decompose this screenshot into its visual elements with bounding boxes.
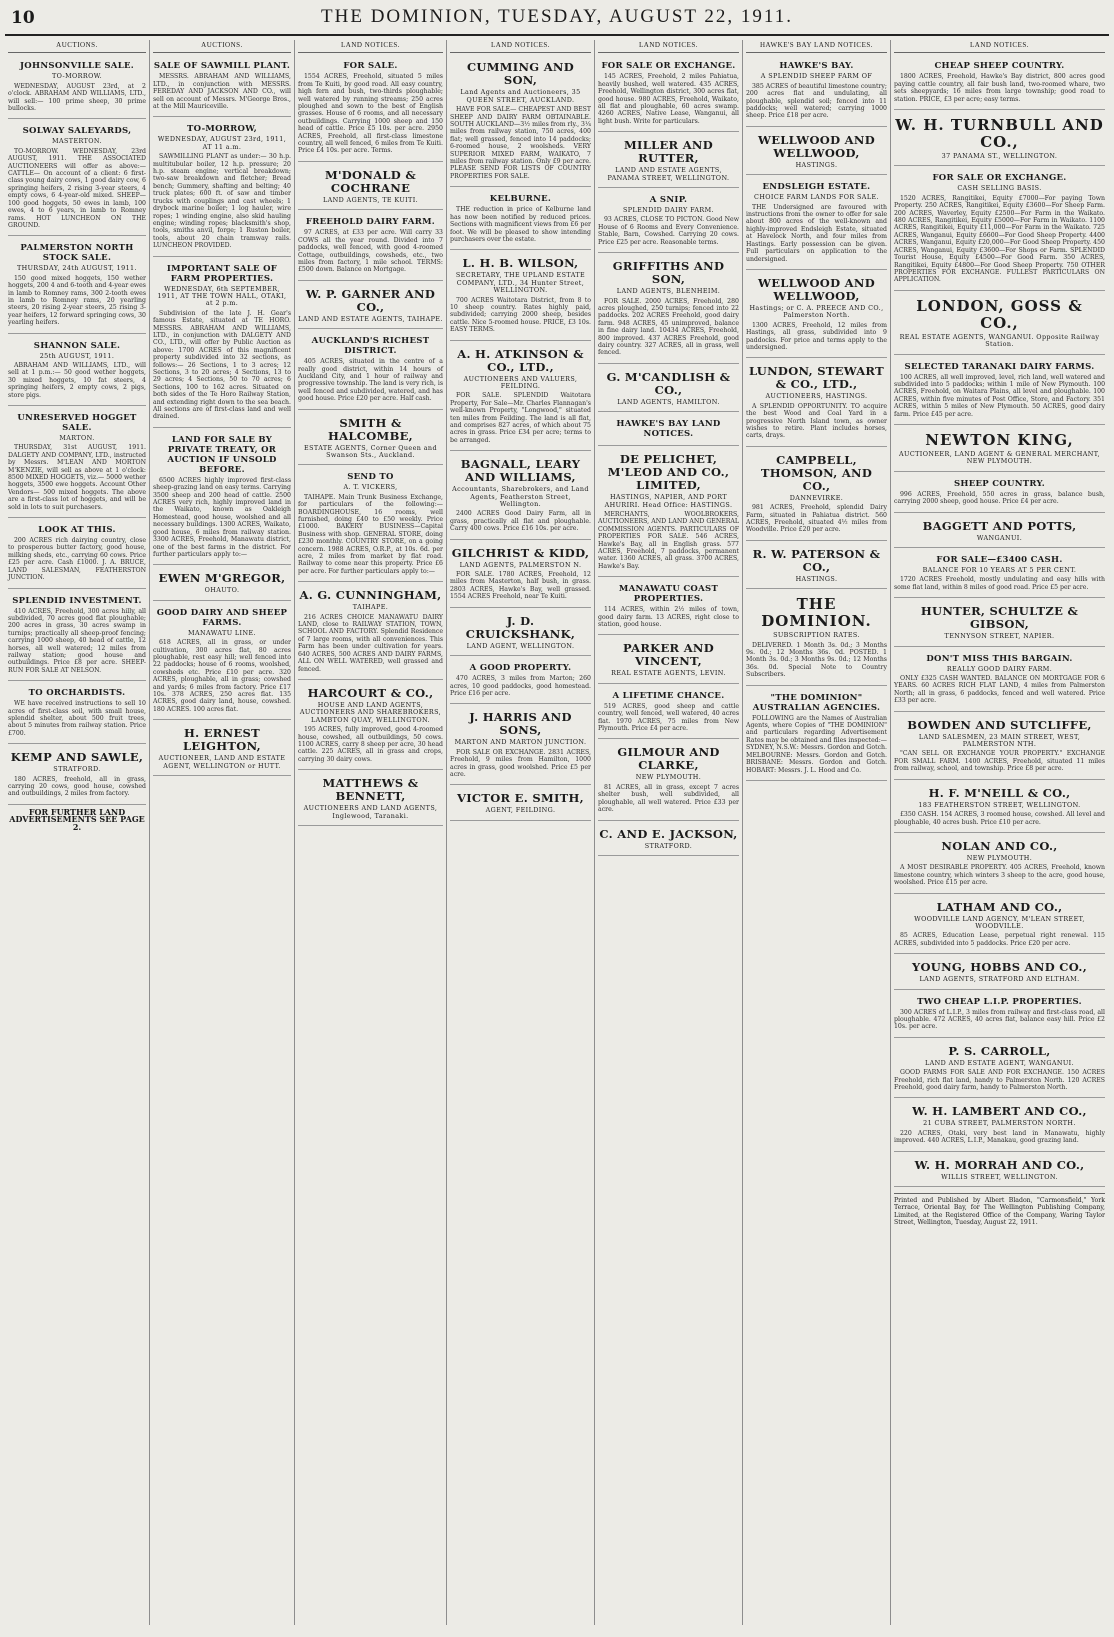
ad-heading: MANAWATU COAST PROPERTIES.	[618, 584, 719, 605]
ad-body: HAVE FOR SALE— CHEAPEST AND BEST SHEEP AND DAIRY FARM OBTAINABLE. SOUTH AUCKLAND—3½ miles from rly., 3¼ miles from railway station, 750 acres, 400 flat; well grassed, fenced into 14 paddocks; 6-roomed house, 2 woolsheds. VERY SUPERIOR MIXED FARM, WAIKATO, 7 miles from railway station. Only £9 per acre. PLEASE SEND FOR LISTS OF COUNTRY PROPERTIES FOR SALE.	[450, 106, 591, 180]
ad-subheading: NEW PLYMOUTH.	[635, 773, 702, 782]
ad-heading: J. HARRIS AND SONS,	[469, 710, 572, 738]
advertisement	[450, 343, 591, 452]
ad-heading: GILCHRIST & KIDD,	[451, 545, 590, 560]
ad-subheading: AUCTIONEERS AND LAND AGENTS, Inglewood, Taranaki.	[303, 804, 438, 820]
ad-subheading: TENNYSON STREET, NAPIER.	[944, 632, 1055, 641]
ad-heading: CUMMING AND SON,	[466, 60, 575, 88]
column-3	[295, 40, 447, 1625]
ad-heading: TWO CHEAP L.I.P. PROPERTIES.	[917, 996, 1082, 1007]
advertisement	[153, 119, 291, 256]
advertisement	[8, 591, 146, 682]
ad-subheading: OHAUTO.	[204, 586, 240, 595]
advertisement	[598, 134, 739, 188]
advertisement	[894, 550, 1105, 598]
column-2	[150, 40, 295, 1625]
ad-heading: HAWKE'S BAY LAND NOTICES.	[616, 419, 721, 440]
ad-heading: P. S. CARROLL,	[948, 1043, 1051, 1058]
ad-subheading: SUBSCRIPTION RATES.	[773, 631, 860, 640]
ad-heading: NOLAN AND CO.,	[941, 838, 1058, 853]
ad-body: ABRAHAM AND WILLIAMS, LTD., will sell at 1 p.m.:— 50 good wether hoggets, 30 mixed hoggets, 10 fat steers, 4 springing heifers, 2 empty cows, 2 pigs, store pigs.	[8, 361, 146, 399]
ad-heading: SMITH & HALCOMBE,	[328, 415, 413, 443]
advertisement	[8, 238, 146, 333]
ad-body: 410 ACRES, Freehold, 300 acres hilly, all subdivided, 70 acres good flat ploughable; 200 acres in grass, 30 acres swamp in turnips; practically all sheep-proof fencing; carrying 1000 sheep, 40 head of cattle, 12 horses, all well watered; 12 miles from railway station; good house and outbuildings. Price £8 per acre. SHEEP-RUN FOR SALE AT NELSON.	[8, 607, 146, 674]
advertisement	[894, 357, 1105, 425]
ad-subheading: LAND AND ESTATE AGENTS, TAIHAPE.	[298, 314, 443, 323]
ad-heading: FOR SALE OR EXCHANGE.	[932, 173, 1067, 184]
ad-heading: TO ORCHARDISTS.	[28, 688, 126, 699]
advertisement	[598, 637, 739, 683]
ad-body: 1300 ACRES, Freehold, 12 miles from Hastings, all grass, subdivided into 9 paddocks. For price and terms apply to the undersigned.	[746, 321, 887, 351]
ad-subheading: TAIHAPE.	[352, 603, 389, 612]
advertisement	[8, 121, 146, 236]
advertisement	[894, 1154, 1105, 1187]
advertisement	[598, 56, 739, 132]
ad-heading: L. H. B. WILSON,	[462, 256, 579, 271]
ad-heading: IMPORTANT SALE OF FARM PROPERTIES.	[166, 263, 278, 284]
ad-subheading: LAND AGENTS, PALMERSTON N.	[459, 560, 582, 569]
advertisement	[8, 683, 146, 744]
ad-subheading: MARTON.	[59, 434, 95, 442]
ad-body: A MOST DESIRABLE PROPERTY. 405 ACRES, Freehold, known limestone country, which winters 3 sheep to the acre, good house, woolshed. Price £15 per acre.	[894, 864, 1105, 887]
ad-heading: R. W. PATERSON & CO.,	[752, 546, 881, 574]
ad-heading: BAGGETT AND POTTS,	[922, 518, 1077, 533]
column-6	[743, 40, 891, 1625]
ad-heading: BOWDEN AND SUTCLIFFE,	[907, 717, 1092, 732]
advertisement	[746, 591, 887, 685]
advertisement	[746, 688, 887, 781]
advertisement	[450, 542, 591, 608]
advertisement	[298, 467, 443, 582]
ad-heading: W. H. LAMBERT AND CO.,	[912, 1104, 1087, 1119]
ad-body: TO-MORROW. WEDNESDAY, 23rd AUGUST, 1911. THE ASSOCIATED AUCTIONEERS will offer as above:— CATTLE— On account of a client: 6 first-class young dairy cows, 1 good dairy cow, 6 springing heifers, 2 rising 3-year steers, 4 empty cows, 6 4-year-old mixed. SHEEP— 100 good hoggets, 50 ewes in lamb, 100 ewes, 4 to 6 years, in lamb to Romney rams. HOT LUNCHEON ON THE GROUND.	[8, 147, 146, 229]
ad-subheading: REAL ESTATE AGENTS, LEVIN.	[611, 669, 726, 678]
ad-body: TAIHAPE. Main Trunk Business Exchange, for particulars of the following:— BOARDINGHOUSE, 16 rooms, well furnished, doing £40 to £50 weekly. Price £1000. BAKERY BUSINESS—Capital Business with shop. GENERAL STORE, doing £230 monthly. COUNTRY STORE, on a going concern. 1988 ACRES, O.R.P., at 10s. 6d. per acre, 2 miles from market by flat road. Railway to come near this property. Price £6 per acre. For further particulars apply to:—	[298, 493, 443, 575]
ad-heading: SALE OF SAWMILL PLANT.	[153, 61, 291, 72]
advertisement	[894, 474, 1105, 513]
advertisement	[894, 992, 1105, 1038]
advertisement	[450, 658, 591, 704]
advertisement	[298, 212, 443, 280]
advertisement	[298, 584, 443, 680]
column-header: LAND NOTICES.	[894, 40, 1105, 53]
ad-subheading: LAND AGENTS, TE KUITI.	[322, 195, 419, 204]
ad-body: FOR SALE. 2000 ACRES, Freehold, 280 acres ploughed, 250 turnips; fenced into 22 paddocks. 202 ACRES Freehold, good dairy farm. 948 ACRES, 45 unimproved, balance in fine dairy land. 10434 ACRES, Freehold, 800 improved. 437 ACRES Freehold, good dairy country. 327 ACRES, all in grass, well fenced.	[598, 297, 739, 357]
ad-subheading: HASTINGS, NAPIER, AND PORT AHURIRI. Head Office: HASTINGS.	[604, 493, 733, 509]
ad-body: MESSRS. ABRAHAM AND WILLIAMS, LTD., in conjunction with MESSRS. FEREDAY AND JACKSON AND CO., will sell on account of Messrs. M'George Bros., at the Mill Mauriceville.	[153, 73, 291, 111]
ad-subheading: DANNEVIRKE.	[789, 493, 844, 502]
advertisement	[598, 686, 739, 740]
advertisement	[598, 190, 739, 253]
column-7	[891, 40, 1108, 1625]
ad-body: 220 ACRES, Otaki, very best land in Manawatu, highly improved. 440 ACRES, L.I.P., Manakau, good grazing land.	[894, 1129, 1105, 1145]
ad-body: Subdivision of the late J. H. Gear's famous Estate, situated at TE HORO. MESSRS. ABRAHAM AND WILLIAMS, LTD., in conjunction with DALGETY AND CO., LTD., will offer by Public Auction as above: 1700 ACRES of this magnificent property subdivided into 32 sections, as follows:— 26 Sections, 1 to 3 acres; 12 Sections, 3 to 20 acres; 4 Sections, 13 to 29 acres; 4 Sections, 50 to 70 acres; 6 Sections, 100 to 162 acres. Situated on both sides of the Te Horo Railway Station, and extending right down to the sea beach. All sections are of first-class land and well drained.	[153, 309, 291, 421]
ad-heading: SELECTED TARANAKI DAIRY FARMS.	[904, 361, 1095, 372]
ad-body: 1800 ACRES, Freehold, Hawke's Bay district, 800 acres good paying cattle country, all fair bush land, two-roomed whare, two sets sheepyards; 16 miles from large township; good road to station. PRICE, £3 per acre; easy terms.	[894, 73, 1105, 103]
ad-heading: W. H. TURNBULL AND CO.,	[895, 116, 1104, 152]
advertisement	[450, 706, 591, 785]
ad-heading: LUNDON, STEWART & CO., LTD.,	[749, 364, 884, 392]
ad-subheading: Hastings; or C. A. PREECE AND CO., Palmerston North.	[749, 303, 884, 320]
ad-heading: SHANNON SALE.	[33, 340, 121, 351]
ad-heading: WELLWOOD AND WELLWOOD,	[757, 275, 875, 303]
ad-subheading: WILLIS STREET, WELLINGTON.	[941, 1172, 1058, 1181]
advertisement	[298, 412, 443, 466]
advertisement	[894, 896, 1105, 955]
ad-subheading: HASTINGS.	[795, 574, 838, 583]
column-1	[5, 40, 150, 1625]
advertisement	[598, 366, 739, 412]
ad-subheading: LAND AGENTS, BLENHEIM.	[616, 287, 721, 296]
ad-body: 981 ACRES, Freehold, splendid Dairy Farm, situated in Pahiatua district. 560 ACRES, Freehold, situated 4½ miles from Woodville. Price £20 per acre.	[746, 504, 887, 534]
ad-body: 519 ACRES, good sheep and cattle country, well fenced, well watered, 40 acres flat. 1970 ACRES, 75 miles from New Plymouth. Price £4 per acre.	[598, 702, 739, 733]
ad-body: 700 ACRES Waitotara District, from 8 to 10 sheep country. Rates highly paid, subdivided; carrying 2000 sheep, besides cattle. Nice 5-roomed house. PRICE, £3 10s. EASY TERMS.	[450, 296, 591, 334]
ad-heading: JOHNSONVILLE SALE.	[19, 61, 135, 72]
page-number: 10	[11, 8, 35, 28]
advertisement	[450, 453, 591, 539]
ad-heading: WELLWOOD AND WELLWOOD,	[757, 132, 875, 160]
advertisement	[450, 610, 591, 656]
ad-subheading: STRATFORD.	[53, 765, 101, 774]
ad-heading: W. P. GARNER AND CO.,	[305, 286, 436, 314]
ad-heading: AUCKLAND'S RICHEST DISTRICT.	[311, 336, 430, 357]
ad-heading: DON'T MISS THIS BARGAIN.	[926, 653, 1073, 664]
advertisement	[746, 272, 887, 358]
ad-subheading: HASTINGS.	[795, 160, 838, 169]
ad-subheading: LAND AND ESTATE AGENT, WANGANUI.	[924, 1058, 1075, 1067]
column-header: LAND NOTICES.	[598, 40, 739, 53]
ad-heading: GOOD DAIRY AND SHEEP FARMS.	[156, 607, 288, 628]
masthead	[5, 4, 1109, 36]
ad-body: 97 ACRES, at £33 per acre. Will carry 33 COWS all the year round. Divided into 7 paddocks, well fenced, with good 4-roomed Cottage, outbuildings, cowsheds, etc., two miles from factory, 1 mile school. TERMS: £500 down. Balance on Mortgage.	[298, 229, 443, 274]
advertisement	[298, 283, 443, 329]
ad-body: SAWMILLING PLANT as under:— 30 h.p. multitubular boiler, 12 h.p. pressure; 20 h.p. steam engine; vertical breakdown; two-saw breakdown and fletcher; Bread bench; Gummery, shafting and belting; 40 truck plates; 600 ft. of saw and timber trucks with couplings and cast wheels; 1 drybock marine boiler; 1 log hauler, wire ropes; 1 winding engine, also skid hauling engine; winding ropes; blacksmith's shop, tools, smiths anvil, forge; 1 Ruston boiler, tools, about 20 chain tramway rails. LUNCHEON PROVIDED.	[153, 153, 291, 250]
advertisement	[153, 430, 291, 565]
ad-body: WEDNESDAY, AUGUST 23rd, at 2 o'clock. ABRAHAM AND WILLIAMS, LTD., will sell:— 100 prime sheep, 30 prime bullocks.	[8, 82, 146, 113]
ad-subheading: NEW PLYMOUTH.	[966, 853, 1033, 862]
advertisement	[894, 782, 1105, 833]
ad-heading: FOR SALE.	[343, 61, 398, 72]
ad-body: 85 ACRES, Education Lease, perpetual right renewal. 115 ACRES, subdivided into 5 paddocks. Price £20 per acre.	[894, 932, 1105, 947]
ad-subheading: THURSDAY, 24th AUGUST, 1911.	[17, 264, 137, 273]
ad-heading: PALMERSTON NORTH STOCK SALE.	[20, 243, 134, 264]
ad-body: FOLLOWING are the Names of Australian Agents, where Copies of "THE DOMINION" and particulars regarding Advertisement Rates may be obtained and files inspected:— SYDNEY, N.S.W.: Messrs. Gordon and Gotch. MELBOURNE: Messrs. Gordon and Gotch. BRISBANE: Messrs. Gordon and Gotch. HOBART: Messrs. J. L. Hood and Co.	[746, 714, 887, 774]
ad-heading: FOR SALE OR EXCHANGE.	[601, 61, 736, 72]
columns	[5, 40, 1109, 1625]
ad-body: FOR SALE. SPLENDID Waitotara Property, For Sale—Mr. Charles Flannagan's well-known Property, "Longwood," situated ten miles from Feilding. The land is all flat, and comprises 827 acres, of which about 75 acres in grass. Price £34 per acre; terms to be arranged.	[450, 392, 591, 444]
advertisement	[8, 520, 146, 588]
ad-heading: C. AND E. JACKSON,	[599, 826, 738, 841]
advertisement	[746, 56, 887, 126]
ad-heading: YOUNG, HOBBS AND CO.,	[911, 960, 1088, 975]
advertisement	[894, 168, 1105, 290]
ad-body: £350 CASH. 154 ACRES, 3 roomed house, cowshed. All level and ploughable, 40 acres bush. Price £10 per acre.	[894, 811, 1105, 826]
ad-subheading: LAND SALESMEN, 23 MAIN STREET, WEST, PALMERSTON NTH.	[918, 732, 1081, 749]
ad-body: 145 ACRES, Freehold, 2 miles Pahiatua, heavily bushed, well watered. 435 ACRES, Freehold, Wellington district, 300 acres flat, good house. 980 ACRES, Freehold, Waikato, all flat and ploughable, 60 acres swamp. 4260 ACRES, Native Lease, Wanganui, all light bush. Write for particulars.	[598, 73, 739, 125]
ad-subheading: LAND AND ESTATE AGENTS, PANAMA STREET, WELLINGTON.	[607, 166, 730, 182]
ad-heading: J. D. CRUICKSHANK,	[465, 613, 576, 641]
ad-heading: MATTHEWS & BENNETT,	[322, 776, 419, 804]
ad-heading: H. ERNEST LEIGHTON,	[183, 726, 261, 754]
ad-body: 385 ACRES of beautiful limestone country; 200 acres flat and undulating, all ploughable, splendid soil; fenced into 11 paddocks; well watered; carrying 1000 sheep. Price £18 per acre.	[746, 82, 887, 120]
ad-subheading: WEDNESDAY, AUGUST 23rd, 1911, AT 11 a.m.	[157, 135, 287, 151]
ad-subheading: TO-MORROW.	[51, 72, 103, 81]
ad-subheading: SPLENDID DAIRY FARM.	[623, 206, 714, 215]
ad-body: A SPLENDID OPPORTUNITY. TO acquire the best Wood and Coal Yard in a progressive North Island town, as owner wishes to retire. Plant includes horses, carts, drays.	[746, 402, 887, 440]
ad-subheading: CASH SELLING BASIS.	[957, 184, 1042, 193]
ad-heading: A LIFETIME CHANCE.	[612, 690, 725, 701]
ad-body: 200 ACRES rich dairying country, close to prosperous butter factory, good house, milking sheds, etc., carrying 60 cows. Price £25 per acre. Cash £1000. J. A. BRUCE, LAND SALESMAN, FEATHERSTON JUNCTION.	[8, 537, 146, 582]
ad-subheading: A. T. VICKERS,	[343, 483, 398, 492]
advertisement	[894, 1100, 1105, 1151]
advertisement	[298, 164, 443, 210]
advertisement	[8, 336, 146, 406]
ad-subheading: AUCTIONEERS AND VALUERS, FEILDING.	[463, 374, 578, 390]
ad-subheading: WOODVILLE LAND AGENCY, M'LEAN STREET, WOODVILLE.	[914, 914, 1085, 930]
ad-heading: HARCOURT & CO.,	[307, 685, 434, 700]
ad-subheading: MANAWATU LINE.	[188, 628, 256, 637]
ad-heading: HUNTER, SCHULTZE & GIBSON,	[920, 604, 1079, 632]
ad-body: 470 ACRES, 3 miles from Marton; 260 acres, 10 good paddocks, good homestead. Price £16 per acre.	[450, 675, 591, 697]
advertisement	[298, 682, 443, 770]
ad-heading: FREEHOLD DAIRY FARM.	[305, 217, 436, 228]
ad-subheading: LAND AGENTS, HAMILTON.	[617, 397, 720, 406]
advertisement	[894, 515, 1105, 548]
ad-body: ONLY £325 CASH WANTED. BALANCE ON MORTGAGE FOR 6 YEARS. 60 ACRES RICH FLAT LAND, 4 miles from Palmerston North; all in grass, 6 paddocks, fenced and well watered. Price £33 per acre.	[894, 675, 1105, 705]
advertisement	[598, 255, 739, 364]
advertisement	[746, 449, 887, 541]
ad-heading: GRIFFITHS AND SON,	[612, 259, 725, 287]
advertisement	[153, 722, 291, 776]
ad-heading: SPLENDID INVESTMENT.	[12, 595, 142, 606]
ad-body: 93 ACRES, CLOSE TO PICTON. Good New House of 6 Rooms and Every Convenience. Stable, Barn, Cowshed. Carrying 20 cows. Price £25 per acre. Reasonable terms.	[598, 216, 739, 246]
ad-subheading: LAND AGENTS, STRATFORD AND ELTHAM.	[919, 975, 1080, 984]
advertisement	[746, 543, 887, 589]
ad-subheading: Land Agents and Auctioneers, 35 QUEEN STREET, AUCKLAND.	[460, 88, 581, 104]
ad-subheading: WEDNESDAY, 6th SEPTEMBER, 1911, AT THE TOWN HALL, OTAKI, at 2 p.m.	[157, 284, 287, 308]
ad-subheading: CHOICE FARM LANDS FOR SALE.	[754, 193, 879, 202]
ad-subheading: AUCTIONEERS, HASTINGS.	[765, 392, 868, 401]
ad-body: 1554 ACRES, Freehold, situated 5 miles from Te Kuiti, by good road. All easy country, high fern and bush, two-thirds ploughable; well watered by running streams; 250 acres ploughed and sown to the best of English grasses. House of 6 rooms, and all necessary outbuildings. Carrying 1000 sheep and 150 head of cattle. Price £5 10s. per acre. 2950 ACRES, Freehold, all first-class limestone country, all well fenced, 6 miles from Te Kuiti. Price £4 10s. per acre. Terms.	[298, 73, 443, 155]
ad-body: 216 ACRES CHOICE MANAWATU DAIRY LAND, close to RAILWAY STATION, TOWN, SCHOOL AND FACTORY. Splendid Residence of 7 large rooms, with all conveniences. This Farm has been under cultivation for years. 640 ACRES, 500 ACRES AND DAIRY FARMS, ALL ON WELL WATERED, well grassed and fenced.	[298, 613, 443, 673]
ad-subheading: AGENT, FEILDING.	[485, 806, 556, 815]
advertisement	[298, 331, 443, 409]
advertisement	[894, 112, 1105, 166]
advertisement	[894, 835, 1105, 894]
ad-heading: KELBURNE.	[489, 194, 552, 205]
ad-body: 81 ACRES, all in grass, except 7 acres shelter bush, well subdivided, all ploughable, all well watered. Price £33 per acre.	[598, 783, 739, 814]
ad-body: THE reduction in price of Kelburne land has now been notified by reduced prices. Sections with magnificent views from £6 per foot. We will be pleased to show intending purchasers over the estate.	[450, 206, 591, 243]
advertisement	[450, 56, 591, 187]
ad-heading: H. F. M'NEILL & CO.,	[928, 785, 1071, 800]
ad-heading: CHEAP SHEEP COUNTRY.	[934, 61, 1065, 72]
ad-heading: W. H. MORRAH AND CO.,	[914, 1157, 1085, 1172]
advertisement	[298, 56, 443, 161]
ad-subheading: REALLY GOOD DAIRY FARM.	[946, 664, 1053, 673]
ad-heading: A GOOD PROPERTY.	[469, 663, 572, 674]
ad-body: MERCHANTS, WOOLBROKERS, AUCTIONEERS, AND LAND AND GENERAL COMMISSION AGENTS. PARTICULARS OF PROPERTIES FOR SALE. 546 ACRES, Hawke's Bay, all in English grass. 577 ACRES, Freehold, 7 paddocks, permanent water. 1360 ACRES, all grass. 3700 ACRES, Hawke's Bay.	[598, 510, 739, 570]
advertisement	[894, 427, 1105, 472]
ad-heading: FOR SALE—£3400 CASH.	[936, 555, 1063, 565]
ad-subheading: 37 PANAMA ST., WELLINGTON.	[941, 152, 1058, 161]
advertisement	[746, 360, 887, 446]
ad-body: 2400 ACRES Good Dairy Farm, all in grass, practically all flat and ploughable. Carry 400 cows. Price £16 10s. per acre.	[450, 510, 591, 533]
ad-body: 1720 ACRES Freehold, mostly undulating and easy hills with some flat land, within 8 miles of good road. Price £5 per acre.	[894, 576, 1105, 591]
ad-subheading: BALANCE FOR 10 YEARS AT 5 PER CENT.	[922, 566, 1077, 574]
ad-heading: BAGNALL, LEARY AND WILLIAMS,	[460, 457, 581, 485]
ad-subheading: 25th AUGUST, 1911.	[39, 351, 115, 360]
ad-heading: KEMP AND SAWLE,	[10, 750, 144, 765]
ad-heading: A. G. CUNNINGHAM,	[299, 588, 442, 603]
advertisement	[894, 649, 1105, 712]
ad-heading: MILLER AND RUTTER,	[623, 138, 713, 166]
ad-heading: SOLWAY SALEYARDS,	[22, 126, 132, 137]
advertisement	[598, 579, 739, 635]
ad-body: 996 ACRES, Freehold, 550 acres in grass, balance bush, carrying 2000 sheep, good house. Price £4 per acre.	[894, 490, 1105, 506]
advertisement	[894, 56, 1105, 110]
newspaper-page	[5, 4, 1109, 1629]
column-header: AUCTIONS.	[8, 40, 146, 53]
advertisement	[450, 189, 591, 250]
ad-body: 1520 ACRES, Rangitikei, Equity £7000—For paying Town Property. 250 ACRES, Rangitikei, Equity £3600—For Sheep Farm. 200 ACRES, Waverley, Equity £2500—For Farm in the Waikato. 480 ACRES, Rangitikei, Equity £5000—For Farm in Waikato. 1100 ACRES, Rangitikei, Equity £11,000—For Farm in the Waikato. 725 ACRES, Wanganui, Equity £6600—For Good Sheep Property. 4400 ACRES, Wanganui, Equity £20,000—For Good Sheep Property. 450 ACRES, Wanganui, Equity £3600—For Shops or Farm. SPLENDID Tourist House, Equity £4500—For Good Farm. 350 ACRES, Rangitikei, Equity £4800—For Good Sheep Property. 750 OTHER PROPERTIES FOR EXCHANGE. FULLEST PARTICULARS ON APPLICATION.	[894, 194, 1105, 284]
ad-heading: GILMOUR AND CLARKE,	[617, 745, 720, 773]
advertisement	[746, 129, 887, 175]
ad-body: 6500 ACRES highly improved first-class sheep-grazing land on easy terms. Carrying 3500 sheep and 200 head of cattle. 2500 ACRES very rich, highly improved land in the Waikato, known as Oakleigh Homestead, good house, woolshed and all necessary buildings. 1300 ACRES, Waikato, good house, 6 miles from railway station. 3300 ACRES, Freehold, Manawatu district, one of the best farms in the district. For further particulars apply to:—	[153, 476, 291, 558]
advertisement	[153, 56, 291, 117]
ad-subheading: AUCTIONEER, LAND AGENT & GENERAL MERCHANT, NEW PLYMOUTH.	[899, 449, 1100, 466]
ad-heading: CAMPBELL, THOMSON, AND CO.,	[760, 452, 873, 493]
ad-subheading: Accountants, Sharebrokers, and Land Agents, Featherston Street, Wellington.	[452, 485, 589, 509]
ad-body: 114 ACRES, within 2½ miles of town, good dairy farm. 13 ACRES, right close to station, good house.	[598, 606, 739, 629]
advertisement	[894, 956, 1105, 989]
advertisement	[746, 177, 887, 270]
ad-body: "CAN SELL OR EXCHANGE YOUR PROPERTY." EXCHANGE FOR SMALL FARM. 1400 ACRES, Freehold, situated 11 miles from railway, school, and township. Price £8 per acre.	[894, 750, 1105, 773]
ad-heading: HAWKE'S BAY.	[779, 61, 854, 72]
advertisement	[8, 56, 146, 119]
ad-body: 405 ACRES, situated in the centre of a really good district, within 14 hours of Auckland City, and 1 hour of railway and progressive township. The land is very rich, is well fenced and subdivided, watered, and has good house. Price £20 per acre. Half cash.	[298, 358, 443, 403]
ad-heading: UNRESERVED HOGGET SALE.	[17, 413, 137, 433]
ad-subheading: 21 CUBA STREET, PALMERSTON NORTH.	[923, 1119, 1076, 1128]
ad-subheading: MARTON AND MARTON JUNCTION.	[454, 738, 587, 747]
ad-heading: VICTOR E. SMITH,	[456, 791, 584, 806]
ad-body: THURSDAY, 31st AUGUST, 1911. DALGETY AND COMPANY, LTD., instructed by Messrs. M'LEAN AND MORTON M'KENZIE, will sell as above at 1 o'clock: 8500 MIXED HOGGETS, viz.— 5000 wether hoggets, 3500 ewe hoggets. Account Other Vendors— 500 mixed hoggets. The above are a first-class lot of hoggets, and will be sold in lots to suit purchasers.	[8, 444, 146, 511]
advertisement	[153, 259, 291, 428]
ad-body: WE have received instructions to sell 10 acres of first-class soil, with small house, splendid shelter, about 500 fruit trees, about 5 minutes from railway station. Price £700.	[8, 700, 146, 737]
column-footer: FOR FURTHER LAND ADVERTISEMENTS SEE PAGE 2.	[9, 806, 145, 832]
ad-heading: TO-MORROW,	[186, 124, 258, 135]
ad-heading: SEND TO	[347, 472, 394, 483]
ad-subheading: ESTATE AGENTS, Corner Queen and Swanson Sts., Auckland.	[304, 443, 437, 459]
ad-heading: NEWTON KING,	[925, 430, 1074, 449]
advertisement	[153, 567, 291, 600]
column-header: AUCTIONS.	[153, 40, 291, 53]
ad-body: FOR SALE OR EXCHANGE. 2831 ACRES, Freehold, 9 miles from Hamilton, 1000 acres in grass, good woolshed. Price £5 per acre.	[450, 748, 591, 778]
ad-subheading: 183 FEATHERSTON STREET, WELLINGTON.	[918, 800, 1081, 809]
ad-heading: LATHAM AND CO.,	[936, 899, 1063, 914]
ad-heading: G. M'CANDLISH & CO.,	[606, 369, 731, 397]
ad-heading: M'DONALD & COCHRANE	[324, 167, 417, 195]
ad-body: 150 good mixed hoggets, 150 wether hoggets, 200 4 and 6-tooth and 4-year ewes in lamb to Romney rams, 300 2-tooth ewes in lamb to Romney rams, 20 yearling steers, 20 rising 2-year steers, 25 rising 3-year heifers, 12 forward springing cows, 30 yearling heifers.	[8, 274, 146, 327]
ad-heading: "THE DOMINION" AUSTRALIAN AGENCIES.	[752, 692, 881, 713]
column-header: LAND NOTICES.	[450, 40, 591, 53]
ad-heading: EWEN M'GREGOR,	[158, 571, 286, 586]
ad-heading: THE DOMINION.	[761, 595, 872, 631]
ad-subheading: WANGANUI.	[976, 533, 1023, 542]
ad-body: 180 ACRES, freehold, all in grass, carrying 20 cows, good house, cowshed and outbuildings, 2 miles from factory.	[8, 775, 146, 798]
advertisement	[450, 252, 591, 340]
ad-body: 618 ACRES, all in grass, or under cultivation, 300 acres flat, 80 acres ploughable, rest easy hill; well fenced into 22 paddocks; house of 6 rooms, woolshed, cowsheds etc. Price £10 per acre. 320 ACRES, ploughable, all in grass; cowshed and yards; 6 miles from factory. Price £17 10s. 378 ACRES, 250 acres flat. 135 ACRES, good dairy land, house, cowshed. 180 ACRES. 100 acres flat.	[153, 639, 291, 713]
ad-heading: DE PELICHET, M'LEOD AND CO., LIMITED,	[607, 452, 730, 493]
ad-body: THE Undersigned are favoured with instructions from the owner to offer for sale about 800 acres of the well-known and highly-improved Endsleigh Estate, situated at Havelock North, and four miles from Hastings. Early possession can be given. Full particulars on application to the undersigned.	[746, 203, 887, 263]
ad-body: 100 ACRES, all well improved, level, rich land, well watered and subdivided into 5 paddocks; within 1 mile of New Plymouth. 100 ACRES, Freehold, on Waitara Plains, all level and ploughable. 100 ACRES, within five minutes of Post Office, Store, and Factory. 351 ACRES, within 5 miles of New Plymouth. 50 ACRES, good dairy farm. Price £45 per acre.	[894, 373, 1105, 418]
ad-heading: ENDSLEIGH ESTATE.	[762, 182, 871, 193]
advertisement	[598, 414, 739, 446]
ad-body: DELIVERED. 1 Month 3s. 0d.; 3 Months 9s. 0d.; 12 Months 36s. 0d. POSTED. 1 Month 3s. 0d.; 3 Months 9s. 0d.; 12 Months 36s. 0d. Special Note to Country Subscribers.	[746, 641, 887, 679]
advertisement	[894, 600, 1105, 646]
ad-subheading: STRATFORD.	[644, 841, 693, 850]
advertisement	[298, 772, 443, 826]
newspaper-title: THE DOMINION, TUESDAY, AUGUST 22, 1911.	[321, 6, 793, 27]
ad-heading: SHEEP COUNTRY.	[953, 478, 1046, 489]
advertisement	[450, 787, 591, 820]
ad-heading: LOOK AT THIS.	[38, 525, 116, 536]
ad-body: GOOD FARMS FOR SALE AND FOR EXCHANGE. 150 ACRES Freehold, rich flat land, handy to Palmerston North. 120 ACRES Freehold, good dairy farm, handy to Palmerston North.	[894, 1069, 1105, 1091]
column-header: LAND NOTICES.	[298, 40, 443, 53]
ad-subheading: AUCTIONEER, LAND AND ESTATE AGENT, WELLINGTON or HUTT.	[158, 754, 286, 770]
column-header: HAWKE'S BAY LAND NOTICES.	[746, 40, 887, 53]
ad-subheading: LAND AGENT, WELLINGTON.	[466, 641, 575, 650]
advertisement	[598, 741, 739, 820]
column-5	[595, 40, 743, 1625]
advertisement	[8, 408, 146, 518]
ad-subheading: REAL ESTATE AGENTS, WANGANUI. Opposite Railway Station.	[899, 332, 1100, 349]
ad-subheading: HOUSE AND LAND AGENTS, AUCTIONEERS AND SHAREBROKERS, LAMBTON QUAY, WELLINGTON.	[299, 700, 442, 724]
advertisement	[894, 714, 1105, 780]
ad-heading: LAND FOR SALE BY PRIVATE TREATY, OR AUCTION IF UNSOLD BEFORE.	[167, 434, 277, 475]
advertisement	[894, 293, 1105, 355]
advertisement	[8, 746, 146, 805]
ad-subheading: MASTERTON.	[52, 137, 102, 146]
ad-heading: A SNIP.	[649, 195, 688, 206]
advertisement	[153, 603, 291, 720]
ad-heading: A. H. ATKINSON & CO., LTD.,	[457, 346, 584, 374]
advertisement	[894, 1040, 1105, 1099]
advertisement	[598, 823, 739, 856]
ad-heading: PARKER AND VINCENT,	[622, 641, 715, 669]
ad-subheading: SECRETARY, THE UPLAND ESTATE COMPANY, LTD., 34 Hunter Street, WELLINGTON.	[455, 271, 586, 295]
column-4	[447, 40, 595, 1625]
ad-subheading: A SPLENDID SHEEP FARM OF	[760, 72, 873, 81]
printer-imprint: Printed and Published by Albert Bladon, "Carmonsfield," York Terrace, Oriental Bay, for The Wellington Publishing Company, Limited, at the Registered Office of the Company, Waring Taylor Street, Wellington, Tuesday, August 22, 1911.	[894, 1193, 1105, 1227]
ad-body: FOR SALE. 1780 ACRES, Freehold, 12 miles from Masterton, half bush, in grass. 2803 ACRES, Hawke's Bay, well grassed. 1554 ACRES Freehold, near Te Kuiti.	[450, 571, 591, 601]
ad-body: 195 ACRES, fully improved, good 4-roomed house, cowshed, all outbuildings, 50 cows. 1100 ACRES, carry 8 sheep per acre, 30 head cattle. 225 ACRES, all in grass and crops, carrying 30 dairy cows.	[298, 726, 443, 763]
ad-body: 300 ACRES of L.I.P., 3 miles from railway and first-class road, all ploughable. 472 ACRES, 40 acres flat, balance easy hill. Price £2 10s. per acre.	[894, 1008, 1105, 1031]
ad-heading: LONDON, GOSS & CO.,	[916, 296, 1083, 332]
advertisement	[598, 448, 739, 577]
